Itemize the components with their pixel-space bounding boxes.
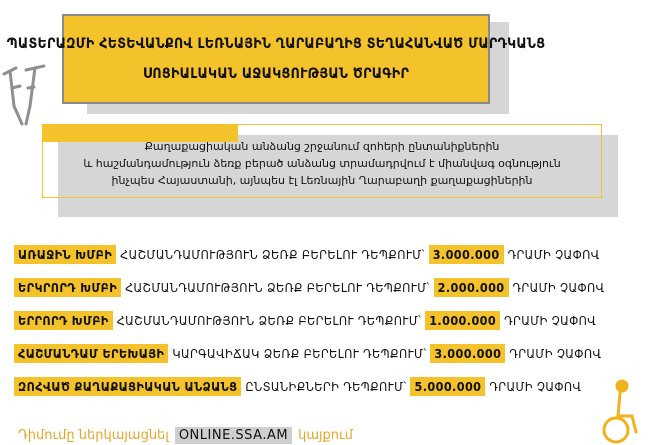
group-amount: 1.000.000 (425, 311, 500, 330)
group-label: ԱՌԱՋԻՆ ԽՄԲԻ (14, 245, 116, 264)
group-row-2 (14, 271, 644, 303)
group-suffix: ԴՐԱՄԻ ՉԱՓՈՎ (504, 312, 597, 328)
title-banner (6, 14, 546, 104)
group-suffix: ԴՐԱՄԻ ՉԱՓՈՎ (509, 345, 602, 361)
footer-text-after: կայքում (298, 427, 353, 443)
group-suffix: ԴՐԱՄԻ ՉԱՓՈՎ (507, 246, 600, 262)
group-label: ԵՐԿՐՈՐԴ ԽՄԲԻ (14, 278, 121, 297)
group-label: ԶՈՀՎԱԾ ՔԱՂԱՔԱՑԻԱԿԱՆ ԱՆՁԱՆՑ (14, 377, 241, 396)
group-text: ՀԱՇՄԱՆԴԱՄՈՒԹՅՈՒՆ ՁԵՌՔ ԲԵՐԵԼՈՒ ԴԵՊՔՈՒՄ՝ (116, 312, 422, 328)
intro-line-1: Քաղաքացիական անձանց շրջանում զոհերի ընտանիքներին (144, 139, 500, 153)
group-text: ՀԱՇՄԱՆԴԱՄՈՒԹՅՈՒՆ ՁԵՌՔ ԲԵՐԵԼՈՒ ԴԵՊՔՈՒՄ՝ (120, 246, 425, 262)
intro-box (42, 124, 602, 198)
title-line-1: ՊԱՏԵՐԱԶՄԻ ՀԵՏԵՎԱՆՔՈՎ ԼԵՌՆԱՅԻՆ ՂԱՐԱԲԱՂԻՑ ՏԵՂԱՀԱՆՎԱԾ ՄԱՐԴԿԱՆՑ (6, 36, 546, 52)
group-amount: 3.000.000 (430, 344, 505, 363)
crutch-icon (0, 62, 50, 132)
group-amount: 2.000.000 (434, 278, 509, 297)
group-row-5 (14, 370, 644, 402)
group-text: ԸՆՏԱՆԻՔՆԵՐԻ ԴԵՊՔՈՒՄ՝ (245, 378, 407, 394)
group-suffix: ԴՐԱՄԻ ՉԱՓՈՎ (512, 279, 605, 295)
group-text: ՀԱՇՄԱՆԴԱՄՈՒԹՅՈՒՆ ՁԵՌՔ ԲԵՐԵԼՈՒ ԴԵՊՔՈՒՄ՝ (125, 279, 430, 295)
groups-list (14, 238, 644, 403)
title-line-2: ՍՈՑԻԱԼԱԿԱՆ ԱՋԱԿՑՈՒԹՅԱՆ ԾՐԱԳԻՐ (142, 66, 410, 82)
footer-text-before: Դիմումը ներկայացնել (18, 427, 169, 443)
website-link[interactable]: ONLINE.SSA.AM (175, 427, 292, 444)
group-row-3 (14, 304, 644, 336)
intro-line-2: և հաշմանդամություն ձեռք բերած անձանց տրամադրվում է միանվագ օգնություն (83, 156, 561, 170)
group-amount: 3.000.000 (429, 245, 504, 264)
group-suffix: ԴՐԱՄԻ ՉԱՓՈՎ (489, 378, 582, 394)
footer (18, 425, 353, 445)
wheelchair-icon (598, 378, 648, 445)
intro-line-3: ինչպես Հայաստանի, այնպես էլ Լեռնային Ղարաբաղի քաղաքացիներին (111, 173, 533, 187)
group-label: ՀԱՇՄԱՆԴԱՄ ԵՐԵԽԱՅԻ (14, 344, 168, 363)
group-row-1 (14, 238, 644, 270)
group-amount: 5.000.000 (410, 377, 485, 396)
group-row-4 (14, 337, 644, 369)
group-label: ԵՐՐՈՐԴ ԽՄԲԻ (14, 311, 113, 330)
group-text: ԿԱՐԳԱՎԻՃԱԿ ՁԵՌՔ ԲԵՐԵԼՈՒ ԴԵՊՔՈՒՄ՝ (172, 345, 427, 361)
